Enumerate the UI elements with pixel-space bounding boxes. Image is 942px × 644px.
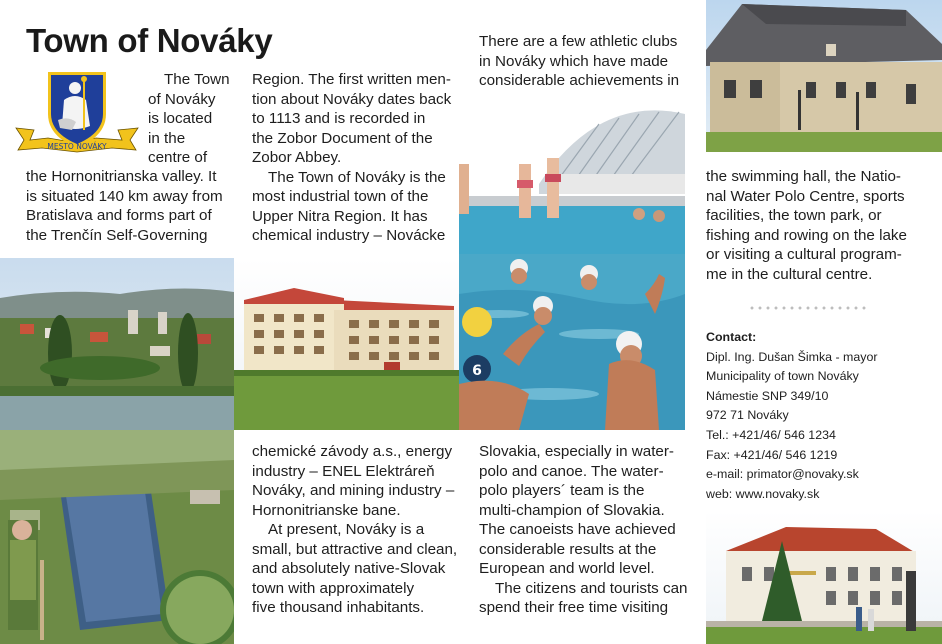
photo-town-hall (706, 511, 942, 644)
photo-swimming-hall (459, 104, 685, 254)
intro-text-narrow (148, 70, 238, 168)
contact-line: Municipality of town Nováky (706, 369, 859, 384)
coat-banner-text: MESTO NOVÁKY (47, 142, 107, 151)
contact-line: Námestie SNP 349/10 (706, 388, 829, 403)
text-line: the Zobor Document of the (252, 129, 433, 147)
intro-text-wide (26, 167, 236, 245)
text-line: to 1113 and is recorded in (252, 110, 426, 127)
text-line: The citizens and tourists can (495, 579, 688, 597)
text-line: industry – ENEL Elektráreň (252, 462, 435, 480)
text-line: There are a few athletic clubs (479, 33, 678, 50)
player-cap-number: 6 (472, 363, 482, 379)
text-line: Upper Nitra Region. It has (252, 207, 428, 225)
text-line: or visiting a cultural program- (706, 246, 902, 263)
text-line: in the (148, 129, 186, 147)
text-line: fishing and rowing on the lake (706, 226, 907, 244)
text-line: is situated 140 km away from (26, 187, 223, 205)
text-line: Region. The first written men- (252, 71, 451, 88)
text-line: Nováky, and mining industry – (252, 482, 455, 499)
photo-apartment-block (234, 258, 459, 430)
text-line: the Trenčín Self-Governing (26, 226, 208, 244)
photo-lake-aerial (0, 430, 234, 644)
photo-town-panorama (0, 258, 234, 430)
text-line: The canoeists have achieved (479, 521, 676, 538)
photo-water-polo (459, 254, 685, 430)
contact-block (706, 328, 877, 504)
text-line: The Town of Nováky is the (268, 168, 446, 186)
contact-website[interactable]: web: www.novaky.sk (706, 486, 820, 501)
industry-text (252, 442, 462, 618)
text-line: the Hornonitrianska valley. It (26, 168, 217, 185)
photo-historic-manor (706, 0, 942, 152)
text-line: five thousand inhabitants. (252, 599, 425, 616)
text-line: nal Water Polo Centre, sports (706, 187, 905, 205)
text-line: Hornonitrianske bane. (252, 501, 401, 519)
text-line: the swimming hall, the Natio- (706, 168, 901, 185)
history-text (252, 70, 462, 246)
text-line: small, but attractive and clean, (252, 540, 458, 558)
text-line: me in the cultural centre. (706, 265, 873, 283)
coat-of-arms-emblem (12, 70, 142, 160)
text-line: The Town (164, 71, 230, 88)
text-line: considerable results at the (479, 540, 657, 558)
text-line: Bratislava and forms part of (26, 207, 212, 224)
text-line: multi-champion of Slovakia. (479, 501, 665, 519)
text-line: town with approximately (252, 579, 415, 597)
text-line: tion about Nováky dates back (252, 90, 452, 108)
text-line: considerable achievements in (479, 72, 680, 89)
sports-text-bottom (479, 442, 694, 618)
contact-phone: Tel.: +421/46/ 546 1234 (706, 427, 836, 442)
text-line: Slovakia, especially in water- (479, 443, 674, 460)
text-line: most industrial town of the (252, 188, 429, 205)
sports-text-top (479, 32, 694, 91)
text-line: and absolutely native-Slovak (252, 560, 446, 577)
contact-email[interactable]: e-mail: primator@novaky.sk (706, 467, 859, 482)
text-line: facilities, the town park, or (706, 207, 882, 224)
contact-line: Dipl. Ing. Dušan Šimka - mayor (706, 349, 878, 364)
contact-fax: Fax: +421/46/ 546 1219 (706, 447, 838, 462)
text-line: spend their free time visiting (479, 599, 669, 616)
text-line: is located (148, 110, 213, 127)
leisure-text (706, 167, 936, 284)
dotted-divider (748, 306, 868, 310)
text-line: chemické závody a.s., energy (252, 443, 453, 460)
contact-heading: Contact: (706, 330, 757, 344)
text-line: European and world level. (479, 560, 655, 577)
text-line: polo and canoe. The water- (479, 462, 664, 480)
text-line: in Nováky which have made (479, 52, 669, 70)
text-line: polo players´ team is the (479, 482, 645, 499)
contact-line: 972 71 Nováky (706, 408, 789, 423)
text-line: Zobor Abbey. (252, 149, 342, 166)
page-title: Town of Nováky (26, 22, 273, 59)
text-line: centre of (148, 149, 208, 166)
text-line: chemical industry – Novácke (252, 227, 446, 244)
text-line: of Nováky (148, 90, 216, 108)
text-line: At present, Nováky is a (268, 521, 425, 538)
